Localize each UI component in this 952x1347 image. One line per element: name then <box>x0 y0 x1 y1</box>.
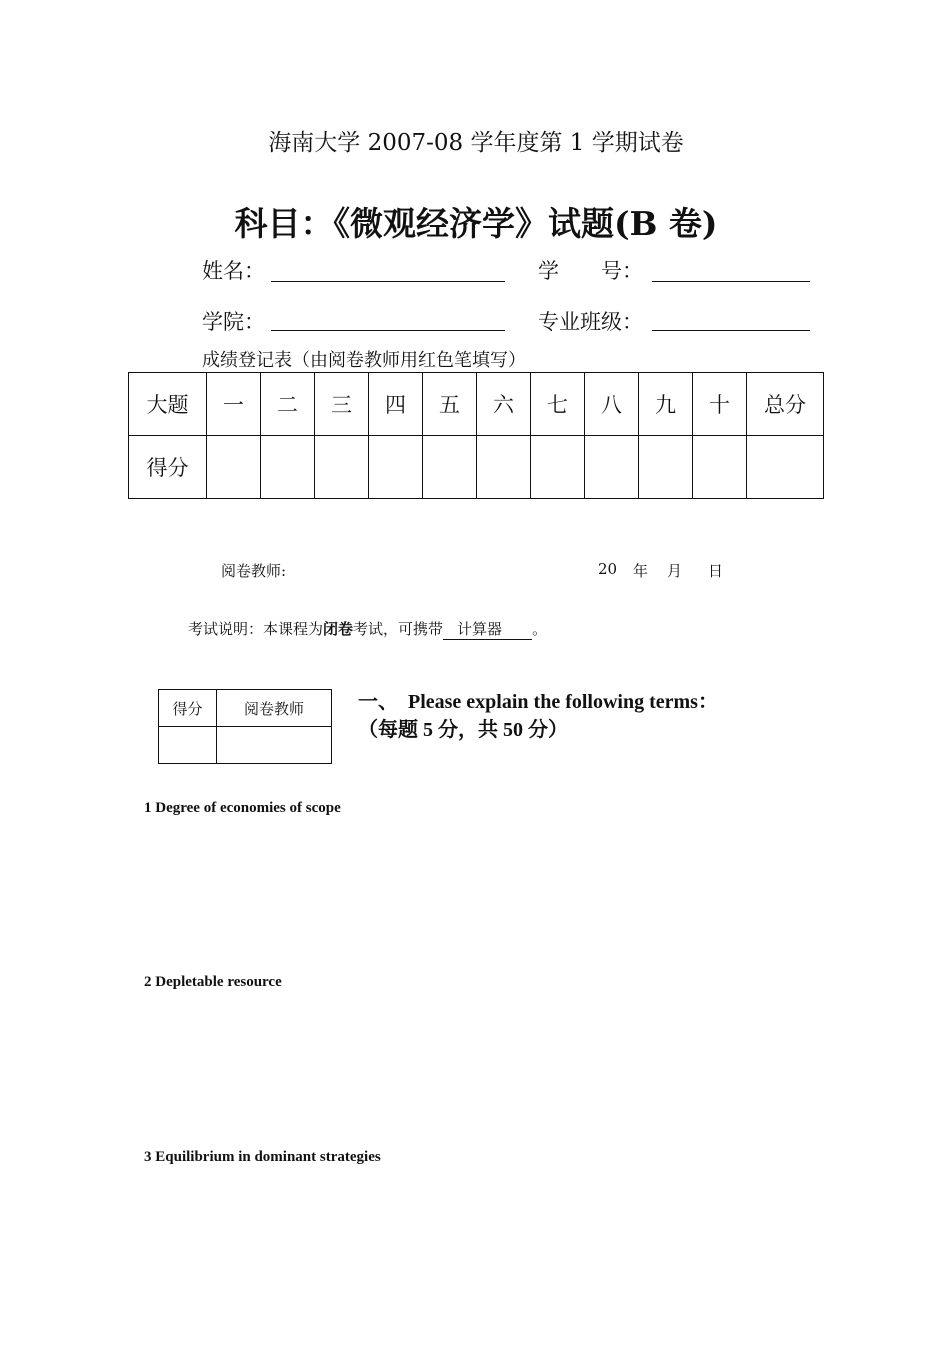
score-cell[interactable] <box>423 436 477 499</box>
student-id-field[interactable] <box>652 281 810 282</box>
table-row <box>129 436 824 499</box>
date-year: 20 <box>598 560 618 578</box>
header-cell: 九 <box>639 373 693 436</box>
header-cell: 一 <box>207 373 261 436</box>
student-id-label: 学 号： <box>538 259 643 283</box>
section-heading-line2: （每题 5 分，共 50 分） <box>358 719 568 741</box>
exam-note-suffix: 。 <box>532 620 548 638</box>
table-row <box>159 690 332 727</box>
score-cell[interactable] <box>369 436 423 499</box>
score-cell[interactable] <box>261 436 315 499</box>
date-year-label: 年 <box>633 562 649 580</box>
score-cell[interactable] <box>207 436 261 499</box>
class-label: 专业班级： <box>538 310 643 334</box>
header-cell: 总分 <box>747 373 824 436</box>
exam-note <box>188 618 547 640</box>
name-label: 姓名： <box>202 259 265 283</box>
grader-score-cell[interactable] <box>159 727 217 764</box>
grading-teacher-label: 阅卷教师: <box>221 562 287 580</box>
allowed-item: 计算器 <box>443 618 532 640</box>
score-cell[interactable] <box>531 436 585 499</box>
question-1: 1 Degree of economies of scope <box>144 800 341 816</box>
score-cell[interactable] <box>315 436 369 499</box>
score-cell[interactable] <box>477 436 531 499</box>
table-row <box>159 727 332 764</box>
section-heading <box>358 688 718 744</box>
score-registry-table <box>128 372 824 499</box>
subject-title: 科目：《微观经济学》试题(B 卷) <box>234 204 718 243</box>
table-row <box>129 373 824 436</box>
name-field[interactable] <box>271 281 505 282</box>
header-cell: 七 <box>531 373 585 436</box>
closed-book-label: 闭卷 <box>323 620 354 638</box>
section-heading-line1: 一、 Please explain the following terms： <box>358 691 718 713</box>
section-grader-box <box>158 689 332 764</box>
grader-score-label: 得分 <box>159 690 217 727</box>
college-label: 学院： <box>202 310 265 334</box>
header-cell: 十 <box>693 373 747 436</box>
exam-note-middle: 考试，可携带 <box>353 620 444 638</box>
score-cell[interactable] <box>747 436 824 499</box>
grader-teacher-label: 阅卷教师 <box>217 690 332 727</box>
question-3: 3 Equilibrium in dominant strategies <box>144 1149 381 1165</box>
header-cell: 大题 <box>129 373 207 436</box>
header-cell: 六 <box>477 373 531 436</box>
class-field[interactable] <box>652 330 810 331</box>
header-cell: 五 <box>423 373 477 436</box>
question-2: 2 Depletable resource <box>144 974 282 990</box>
score-cell[interactable] <box>639 436 693 499</box>
header-cell: 四 <box>369 373 423 436</box>
score-registry-caption: 成绩登记表（由阅卷教师用红色笔填写） <box>202 350 526 371</box>
header-cell: 二 <box>261 373 315 436</box>
score-cell[interactable] <box>585 436 639 499</box>
score-row-label: 得分 <box>129 436 207 499</box>
grader-teacher-cell[interactable] <box>217 727 332 764</box>
score-cell[interactable] <box>693 436 747 499</box>
exam-note-prefix: 考试说明：本课程为 <box>188 620 324 638</box>
date-month-label: 月 <box>667 562 683 580</box>
date-day-label: 日 <box>708 562 724 580</box>
university-title: 海南大学 2007-08 学年度第 1 学期试卷 <box>268 130 684 156</box>
header-cell: 三 <box>315 373 369 436</box>
header-cell: 八 <box>585 373 639 436</box>
college-field[interactable] <box>271 330 505 331</box>
